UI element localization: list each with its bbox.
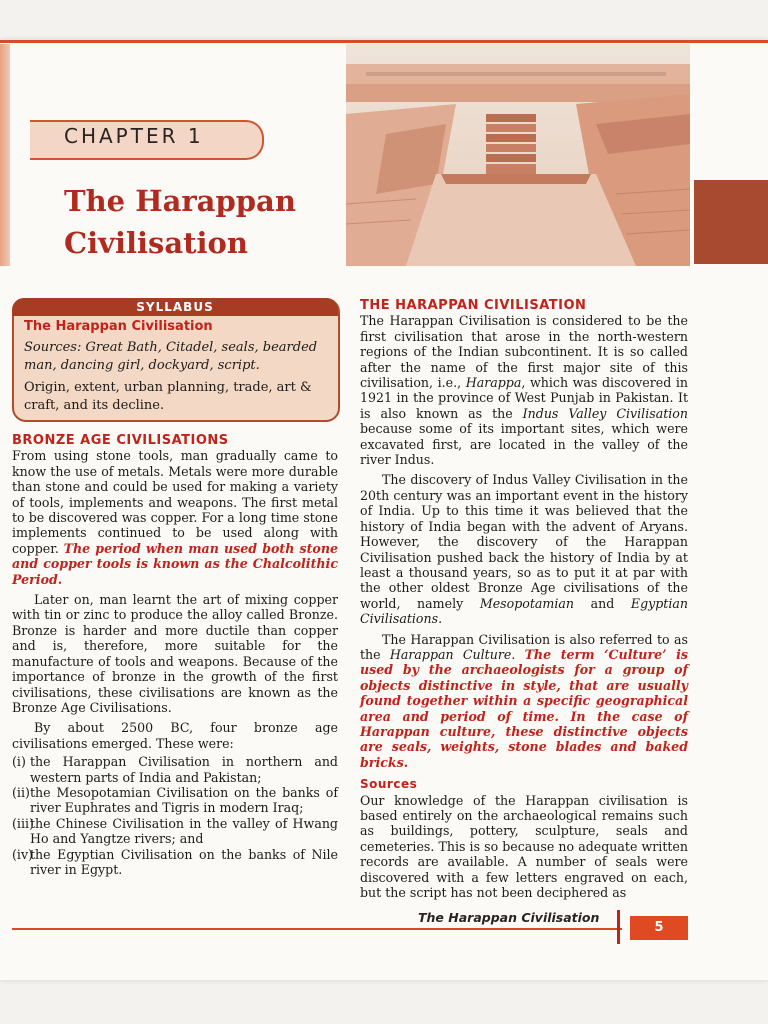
- footer-rule: [12, 928, 622, 930]
- paragraph-discovery: The discovery of Indus Valley Civilisation in the 20th century was an important event in the history of India. Up to this time it was believed that the history of India began with the advent of Aryans. However, the discovery of the Harappan Civilisation pushed back the history of India by at least a thousand years, so as to put it at par with the other oldest Bronze Age civilisations of the world, namely Mesopotamian and Egyptian Civilisations.: [360, 472, 689, 627]
- right-column: [360, 298, 688, 900]
- bronze-age-heading: BRONZE AGE CIVILISATIONS: [12, 433, 229, 448]
- footer-divider: [617, 910, 620, 944]
- list-item: (iii) the Chinese Civilisation in the valley of Hwang Ho and Yangtze rivers; and: [12, 815, 338, 847]
- chapter-title: The Harappan Civilisation: [64, 184, 296, 260]
- syllabus-banner: SYLLABUS: [12, 298, 338, 316]
- paragraph-intro: The Harappan Civilisation is considered to be the first civilisation that arose in the north-western regions of the Indian subcontinent. It is so called after the name of the first major site of this civilisation, i.e., Harappa, which was discovered in 1921 in the province of West Punjab in Pakistan. It is also known as the Indus Valley Civilisation because some of its important sites, which were excavated first, are located in the valley of the river Indus.: [360, 313, 688, 468]
- great-bath-photo: [346, 44, 690, 266]
- left-column: [12, 433, 338, 877]
- harappan-heading: THE HARAPPAN CIVILISATION: [360, 298, 587, 313]
- syllabus-origin: Origin, extent, urban planning, trade, art & craft, and its decline.: [24, 380, 312, 413]
- top-rule: [0, 40, 768, 43]
- paragraph-bronze: Later on, man learnt the art of mixing copper with tin or zinc to produce the alloy called Bronze. Bronze is harder and more ductile than copper and is, therefore, more suitable for the manufacture of tools and weapons. Because of the importance of bronze in the growth of the first civilisations, these civilisations are known as the Bronze Age Civilisations.: [12, 592, 338, 715]
- paragraph-four-civilisations: By about 2500 BC, four bronze age civilisations emerged. These were:: [12, 720, 338, 751]
- syllabus-sources: Sources: Great Bath, Citadel, seals, bearded man, dancing girl, dockyard, script.: [24, 340, 318, 373]
- syllabus-heading: The Harappan Civilisation: [24, 319, 213, 334]
- list-item: (iv) the Egyptian Civilisation on the banks of Nile river in Egypt.: [12, 846, 338, 877]
- left-decor-band: [0, 44, 10, 266]
- list-item: (ii) the Mesopotamian Civilisation on the banks of river Euphrates and Tigris in modern Iraq;: [12, 784, 338, 816]
- page-number: 5: [630, 916, 688, 940]
- paragraph-metals: From using stone tools, man gradually came to know the use of metals. Metals were more durable than stone and could be used for making a variety of tools, implements and weapons. The first metal to be discovered was copper. For a long time stone implements continued to be used along with copper. The period when man used both stone and copper tools is known as the Chalcolithic Period.: [12, 448, 338, 587]
- book-page: [0, 40, 768, 980]
- footer-title: The Harappan Civilisation: [418, 910, 600, 925]
- right-decor-block: [694, 180, 768, 264]
- sources-heading: Sources: [360, 777, 418, 792]
- list-item: (i) the Harappan Civilisation in northern and western parts of India and Pakistan;: [12, 754, 338, 785]
- culture-emphasis: The term ‘Culture’ is used by the archaeologists for a group of objects distinctive in style, that are usually found together within a specific geographical area and period of time. In the case of Harappan culture, these distinctive objects are seals, weights, stone blades and baked bricks.: [360, 646, 688, 770]
- paragraph-culture: The Harappan Civilisation is also referred to as the Harappan Culture. The term ‘Culture’ is used by the archaeologists for a group of objects distinctive in style, that are usually found together within a specific geographical area and period of time. In the case of Harappan culture, these distinctive objects are seals, weights, stone blades and baked bricks.: [360, 631, 688, 770]
- chapter-label: CHAPTER 1: [64, 124, 204, 148]
- civilisation-list: [12, 754, 338, 877]
- chalcolithic-emphasis: The period when man used both stone and copper tools is known as the Chalcolithic Period.: [12, 540, 338, 587]
- paragraph-sources: Our knowledge of the Harappan civilisation is based entirely on the archaeological remains such as buildings, pottery, sculpture, seals and cemeteries. This is so because no adequate written records are available. A number of seals were discovered with a few letters engraved on each, but the script has not been deciphered as: [360, 792, 688, 901]
